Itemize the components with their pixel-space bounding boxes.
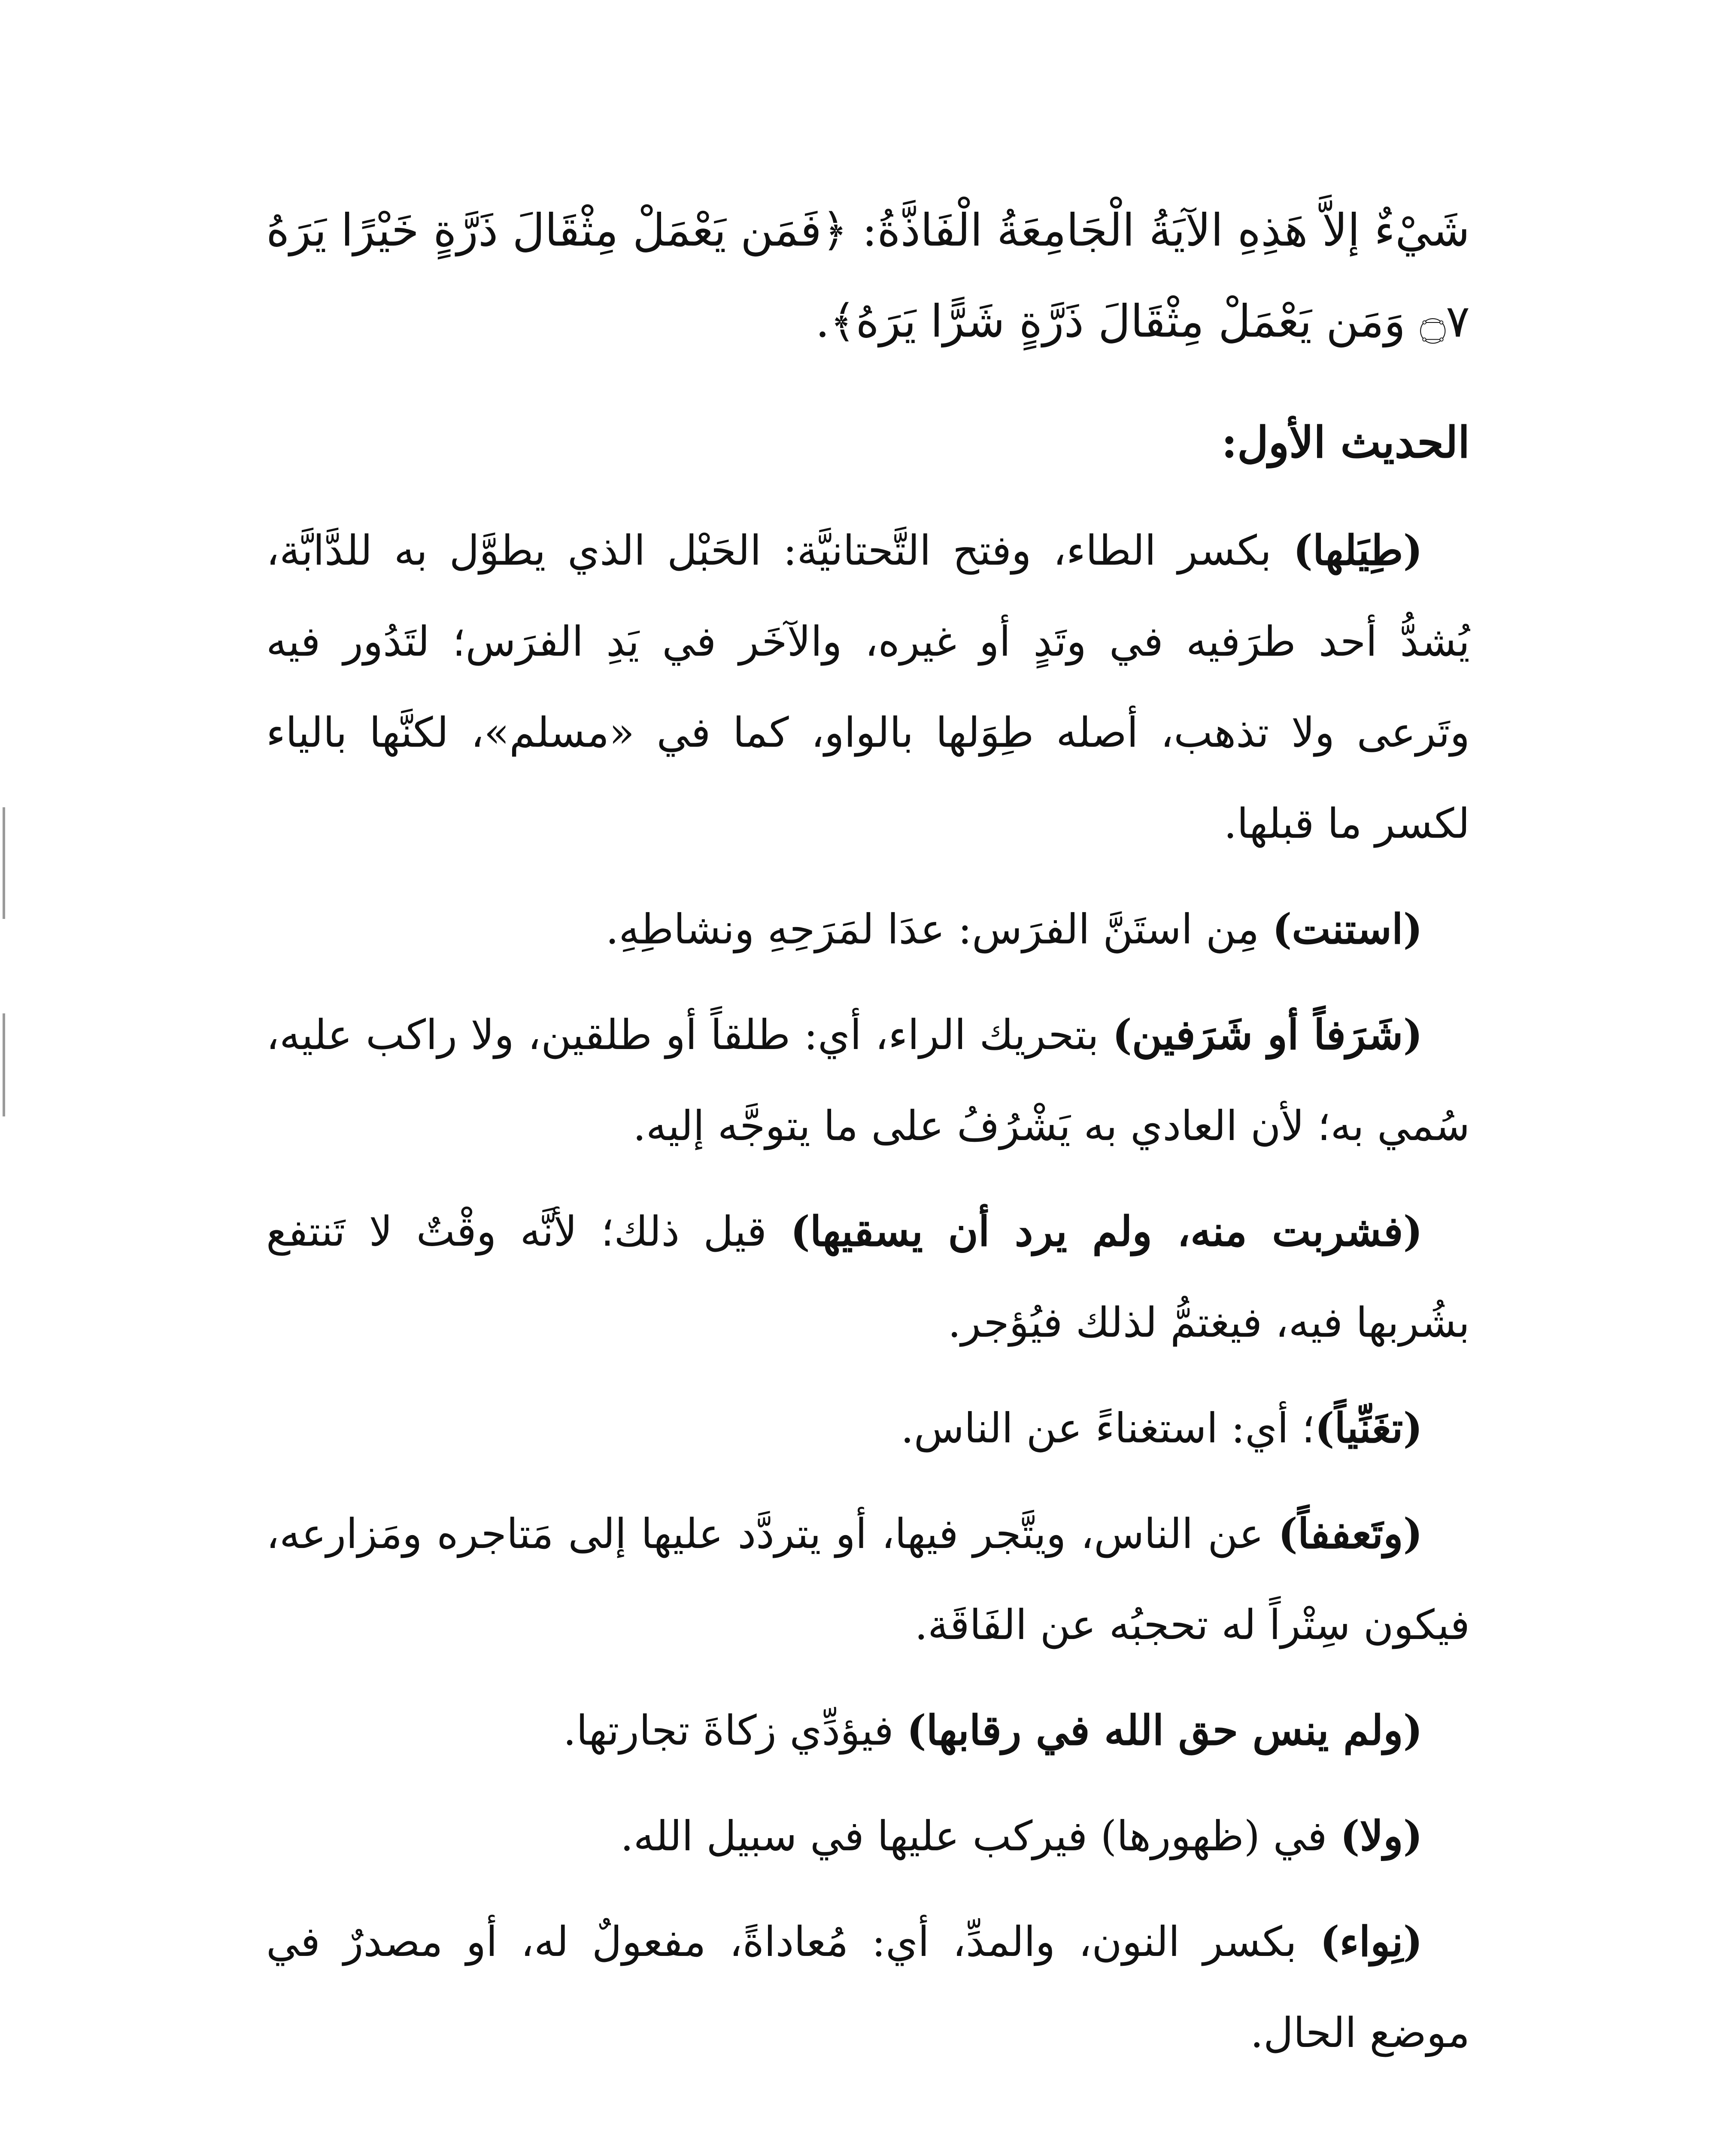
- entry-paragraph: [266, 989, 1470, 1171]
- entry-paragraph: [266, 1896, 1470, 2078]
- entry-paragraph: [266, 505, 1470, 869]
- body-text: [266, 185, 1470, 2078]
- entry-text: ؛ أي: استغناءً عن الناس.: [901, 1404, 1315, 1452]
- entry-paragraph: [266, 1383, 1470, 1474]
- entry-text: عن الناس، ويتَّجر فيها، أو يتردَّد عليها إلى مَتاجره ومَزارعه، فيكون سِتْراً له تحجبُه عن الفَاقَة.: [266, 1510, 1470, 1649]
- entry-term: (طِيَلها): [1293, 526, 1423, 575]
- entry-paragraph: [266, 1488, 1470, 1670]
- section-heading: الحديث الأول:: [1221, 417, 1470, 468]
- entry-paragraph: [266, 1791, 1470, 1882]
- entry-term: (ولم ينس حق الله في رقابها): [907, 1706, 1423, 1755]
- entry-text: فيؤدِّي زكاةَ تجارتها.: [563, 1706, 907, 1755]
- entry-text: بتحريك الراء، أي: طلقاً أو طلقين، ولا راكب عليه، سُمي به؛ لأن العادي به يَشْرُفُ على ما يتوجَّه إليه.: [266, 1011, 1470, 1150]
- scan-edge-mark: [3, 1013, 5, 1116]
- entry-term: (نِواء): [1320, 1917, 1423, 1966]
- entry-term: (استنت): [1272, 905, 1423, 953]
- verse-continuation: شَيْءٌ إلاَّ هَذِهِ الآيَةُ الْجَامِعَةُ الْفَاذَّةُ: ﴿فَمَن يَعْمَلْ مِثْقَالَ ذَرَّةٍ خَيْرًا يَرَهُ ۝٧ وَمَن يَعْمَلْ مِثْقَالَ ذَرَّةٍ شَرًّا يَرَهُ﴾.: [266, 204, 1470, 347]
- entry-term: (وتَعففاً): [1278, 1509, 1423, 1558]
- scan-edge-mark: [3, 807, 5, 919]
- entry-term: (فشربت منه، ولم يرد أن يسقيها): [790, 1207, 1423, 1256]
- entry-text: مِن استَنَّ الفرَس: عدَا لمَرَحِهِ ونشاطِهِ.: [605, 905, 1272, 953]
- entry-text: في (ظهورها) فيركب عليها في سبيل الله.: [620, 1812, 1341, 1860]
- entry-text: قيل ذلك؛ لأنَّه وقْتٌ لا تَنتفع بشُربها فيه، فيغتمُّ لذلك فيُؤجر.: [266, 1207, 1470, 1347]
- entry-term: (شَرَفاً أو شَرَفين): [1112, 1010, 1423, 1059]
- entry-paragraph: [266, 1186, 1470, 1368]
- entry-text: بكسر الطاء، وفتح التَّحتانيَّة: الحَبْل الذي يطوَّل به للدَّابَّة، يُشدُّ أحد طرَفيه في وتَدٍ أو غيره، والآخَر في يَدِ الفرَس؛ لتَدُور فيه وتَرعى ولا تذهب، أصله طِوَلها بالواو، كما في «مسلم»، لكنَّها بالياء لكسر ما قبلها.: [266, 526, 1470, 848]
- entry-term: (تغَنِّياً): [1314, 1404, 1423, 1452]
- entry-paragraph: [266, 884, 1470, 975]
- entry-paragraph: [266, 1685, 1470, 1776]
- entry-term: (ولا): [1340, 1812, 1423, 1860]
- entry-text: بكسر النون، والمدِّ، أي: مُعاداةً، مفعولٌ له، أو مصدرٌ في موضع الحال.: [266, 1918, 1470, 2057]
